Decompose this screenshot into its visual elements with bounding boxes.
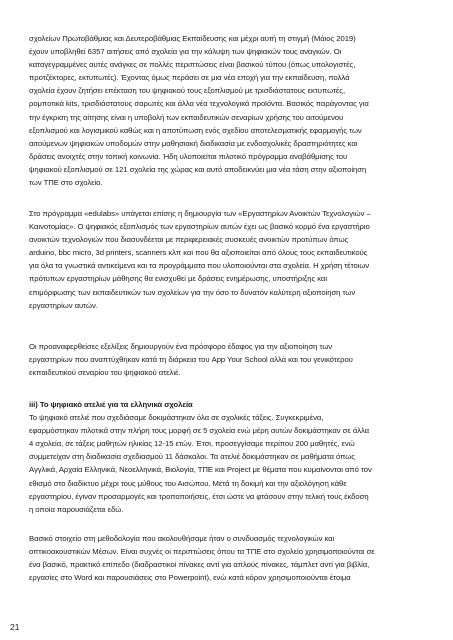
text-line: καταγεγραμμένες αυτές ανάγκες σε πολλές περιπτώσεις είναι βασικού τύπου (όπως υπολογιστές, bbox=[29, 60, 356, 70]
text-line: Το ψηφιακό ατελιέ που σχεδιάσαμε δοκιμάστηκαν όλα σε σχολικές τάξεις. Συγκεκριμένα, bbox=[29, 413, 324, 423]
text-line: πρότυπων εργαστηρίων μάθησης θα ενισχυθεί με δράσεις ενημέρωσης, υποστήριξης και bbox=[29, 274, 327, 284]
text-line: οπτικοακουστικών Μέσων. Είναι συχνές οι περιπτώσεις όπου τα ΤΠΕ στο σχολείο χρησιμοποιούνται σε bbox=[29, 547, 375, 557]
text-line: αιτούμενων ψηφιακών υποδομών στην μαθησιακή διαδικασία με ενδοσχολικές δραστηριότητες και bbox=[29, 138, 358, 148]
paragraph-2 bbox=[29, 207, 438, 312]
text-line: Οι προαναφερθείσες εξελίξεις δημιουργούν ένα πρόσφορο έδαφος για την αξιοποίηση των bbox=[29, 342, 333, 351]
section-heading: iii) Το ψηφιακό ατελιέ για τα ελληνικά σχολεία bbox=[29, 400, 193, 409]
text-line: εξοπλισμού και λογισμικού καθώς και η αποτύπωση ενός σχεδίου αποτελεσματικής εφαρμογής των bbox=[29, 125, 362, 135]
text-line: Καινοτομίας». Ο ψηφιακός εξοπλισμός των εργαστηρίων αυτών έχει ως βασικό κορμό ένα εργαστήριο bbox=[29, 222, 370, 232]
text-line: ψηφιακού εξοπλισμού σε 121 σχολεία της χώρας και αυτό αποδεικνύει μια νέα τάση στην αξιοποίηση bbox=[29, 164, 367, 174]
section-iii bbox=[29, 398, 438, 516]
text-line: έχουν υποβληθεί 6357 αιτήσεις από σχολεία για την κάλυψη των ψηφιακών τους αναγκών. Οι bbox=[29, 47, 342, 57]
text-line: ένα βασικό, πρακτικό επίπεδο (διαδραστικοί πίνακες αντί για απλούς πίνακες, τάμπλετ αντί για βιβλία, bbox=[29, 560, 370, 570]
text-line: Αγγλικά, Αρχαία Ελληνικά, Νεοελληνικά, Βιολογία, ΤΠΕ και Project με θέματα που κυμαίνονται από τον bbox=[29, 465, 372, 475]
text-line: 4 σχολεία, σε τάξεις μαθητών ηλικίας 12-15 ετών. Έτσι, προσεγγίσαμε περίπου 200 μαθητές, ενώ bbox=[29, 439, 355, 449]
text-line: για όλα τα γνωστικά αντικείμενα και τα προγράμματα που υλοποιούνται στα σχολεία. Η χρήση τέτοιων bbox=[29, 261, 370, 271]
text-line: εργαστηρίου, έγιναν προσαρμογές και τροποποιήσεις, έτσι ώστε να φτάσουν στην τελική τους έκδοση bbox=[29, 491, 369, 501]
text-line: arduino, bbc micro, 3d printers, scanners κλπ και που θα αξιοποιείται από όλους τους εκπαιδευτικούς bbox=[29, 248, 368, 258]
text-line: ανοικτών τεχνολογιών που διασυνδέεται με περιφερειακές συσκευές ανοικτών προτύπων όπως bbox=[29, 235, 349, 245]
text-line: εργαστηρίων που αναπτύχθηκαν κατά τη διάρκεια του App Your School αλλά και του γενικότερου bbox=[29, 355, 353, 365]
text-line: ρομποτικά kits, τρισδιάστατους σαρωτές και άλλα νέα τεχνολογικά προϊόντα. Βασικός παράγοντας για bbox=[29, 99, 369, 109]
paragraph-5 bbox=[29, 532, 438, 584]
text-line: συμμετείχαν στη διαδικασία σχεδιασμού 11 δάσκαλοι. Τα ατελιέ δοκιμάστηκαν σε μαθήματα όπως bbox=[29, 452, 355, 462]
text-line: δράσεις ανοιχτές στην τοπική κοινωνία. Ήδη υλοποιείται πιλοτικό πρόγραμμα αναβάθμισης του bbox=[29, 151, 348, 161]
text-line: σχολείων Πρωτοβάθμιας και Δευτεροβάθμιας Εκπαίδευσης και μέχρι αυτή τη στιγμή (Μάιος 2019) bbox=[29, 34, 356, 43]
text-line: εφαρμόστηκαν πιλοτικά στην πλήρη τους μορφή σε 5 σχολεία ενώ μέρη αυτών δοκιμάστηκαν σε άλλα bbox=[29, 426, 370, 436]
text-line: σχολεία έχουν ζητήσει επέκταση του ψηφιακού τους εξοπλισμού με τρισδιάστατους εκτυπωτές, bbox=[29, 86, 346, 96]
page-number: 21 bbox=[10, 622, 20, 632]
text-line: Στο πρόγραμμα «edulabs» υπάγεται επίσης η δημιουργία των «Εργαστηρίων Ανοικτών Τεχνολογιών – bbox=[29, 209, 371, 218]
text-line: των ΤΠΕ στο σχολείο. bbox=[29, 178, 103, 188]
text-line: Βασικό στοιχείο στη μεθοδολογία που ακολουθήσαμε ήταν ο συνδυασμός τεχνολογικών και bbox=[29, 534, 335, 543]
text-line: εθισμό στο διαδίκτυο μέχρι τους μύθους του Αισώπου. Μετά τη δοκιμή και την αξιολόγηση κάθε bbox=[29, 478, 347, 488]
text-line: εκπαιδευτικού σεναρίου του ψηφιακού ατελιέ. bbox=[29, 368, 181, 378]
text-line: η οποία παρουσιάζεται εδώ. bbox=[29, 504, 124, 514]
paragraph-3 bbox=[29, 340, 438, 379]
text-line: εργαστηρίων αυτών. bbox=[29, 300, 98, 310]
paragraph-1 bbox=[29, 32, 438, 189]
text-line: προτζέκτορες, εκτυπωτές). Έχοντας όμως περάσει σε μια νέα εποχή για την εκπαίδευση, πολλά bbox=[29, 73, 350, 83]
text-line: την έγκριση της αίτησης είναι η υποβολή των εκπαιδευτικών σεναρίων χρήσης του αιτούμενου bbox=[29, 112, 344, 122]
text-line: εργασίες στο Word και παρουσιάσεις στο Powerpoint), ενώ κατά κόρον χρησιμοποιούνται έτοιμα bbox=[29, 573, 351, 583]
text-line: επιμόρφωσης των εκπαιδευτικών των σχολείων για την όσο το δυνατόν καλύτερη αξιοποίηση των bbox=[29, 287, 356, 297]
